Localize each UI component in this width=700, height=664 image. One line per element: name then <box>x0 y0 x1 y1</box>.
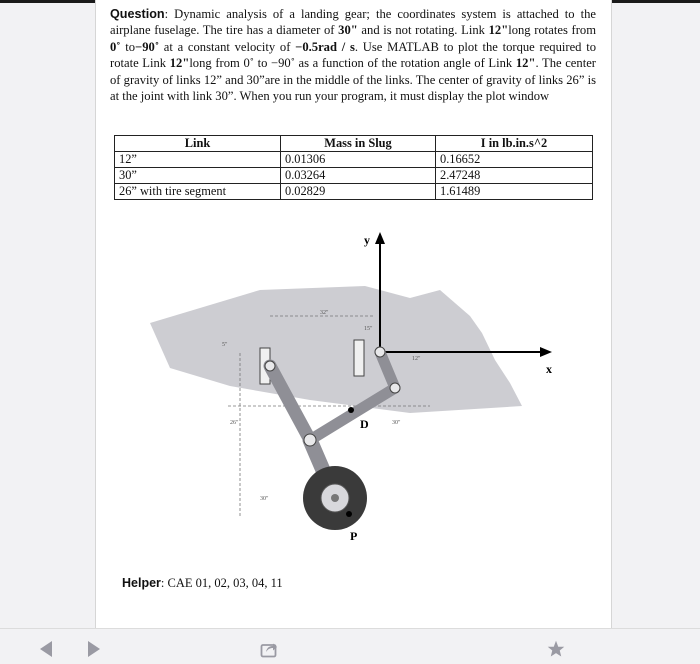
helper-text: CAE 01, 02, 03, 04, 11 <box>167 576 283 590</box>
joint-origin <box>375 347 385 357</box>
dim-15-label: 15" <box>364 326 373 332</box>
cell-link: 12” <box>115 152 281 168</box>
header-link: Link <box>115 136 281 152</box>
joint-right <box>390 383 400 393</box>
table-header-row <box>115 136 593 152</box>
bottom-toolbar <box>0 628 700 664</box>
helper-label: Helper <box>122 576 161 590</box>
x-axis-arrowhead <box>540 347 552 357</box>
dim-30-label-right: 30" <box>392 420 401 426</box>
cell-link: 30” <box>115 168 281 184</box>
dim-30-label-bottom: 30" <box>260 496 269 502</box>
share-icon <box>260 640 278 658</box>
table-row <box>115 152 593 168</box>
y-axis-label: y <box>364 233 370 247</box>
cell-mass: 0.01306 <box>281 152 436 168</box>
dim-32-label: 32" <box>320 310 329 316</box>
point-D-marker <box>348 407 354 413</box>
cell-inertia: 0.16652 <box>436 152 593 168</box>
cell-link: 26” with tire segment <box>115 184 281 200</box>
question-label: Question <box>110 7 165 21</box>
header-mass: Mass in Slug <box>281 136 436 152</box>
back-arrow-icon <box>38 640 54 658</box>
helper-line: Helper: CAE 01, 02, 03, 04, 11 <box>122 576 283 590</box>
link-properties-table <box>114 135 593 200</box>
dim-5-label: 5" <box>222 342 228 348</box>
x-axis-label: x <box>546 362 552 376</box>
joint-upper-left <box>265 361 275 371</box>
right-hinge-bracket <box>354 340 364 376</box>
forward-button[interactable] <box>86 640 102 658</box>
joint-middle <box>304 434 316 446</box>
forward-arrow-icon <box>86 640 102 658</box>
point-P-marker <box>346 511 352 517</box>
point-P-label: P <box>350 529 358 543</box>
cell-mass: 0.03264 <box>281 168 436 184</box>
dim-12-label: 12" <box>412 356 421 362</box>
cell-inertia: 2.47248 <box>436 168 593 184</box>
y-axis-arrowhead <box>375 232 385 244</box>
tire-axle <box>331 494 339 502</box>
header-inertia: I in lb.in.s^2 <box>436 136 593 152</box>
question-paragraph: Question: Dynamic analysis of a landing gear; the coordinates system is attached to the airplane fuselage. The tire has a diameter of 30" and is not rotating. Link 12"long rotates from 0˚ to−90˚ at a constant velocity of −0.5rad / s. Use MATLAB to plot the torque required to rotate Link 12"long from 0˚ to −90˚ as a function of the rotation angle of Link 12". The center of gravity of links 12” and 30”are in the middle of the links. The center of gravity of links 26” is at the joint with link 30”. When you run your program, it must display the plot window <box>110 7 596 104</box>
share-button[interactable] <box>260 640 278 658</box>
cell-inertia: 1.61489 <box>436 184 593 200</box>
landing-gear-figure <box>110 228 590 568</box>
point-D-label: D <box>360 417 369 431</box>
table-row <box>115 168 593 184</box>
star-icon <box>547 640 565 658</box>
back-button[interactable] <box>38 640 54 658</box>
dim-26-label: 26" <box>230 420 239 426</box>
fuselage-shape <box>150 286 522 413</box>
bookmark-star-button[interactable] <box>547 640 565 658</box>
cell-mass: 0.02829 <box>281 184 436 200</box>
table-row <box>115 184 593 200</box>
